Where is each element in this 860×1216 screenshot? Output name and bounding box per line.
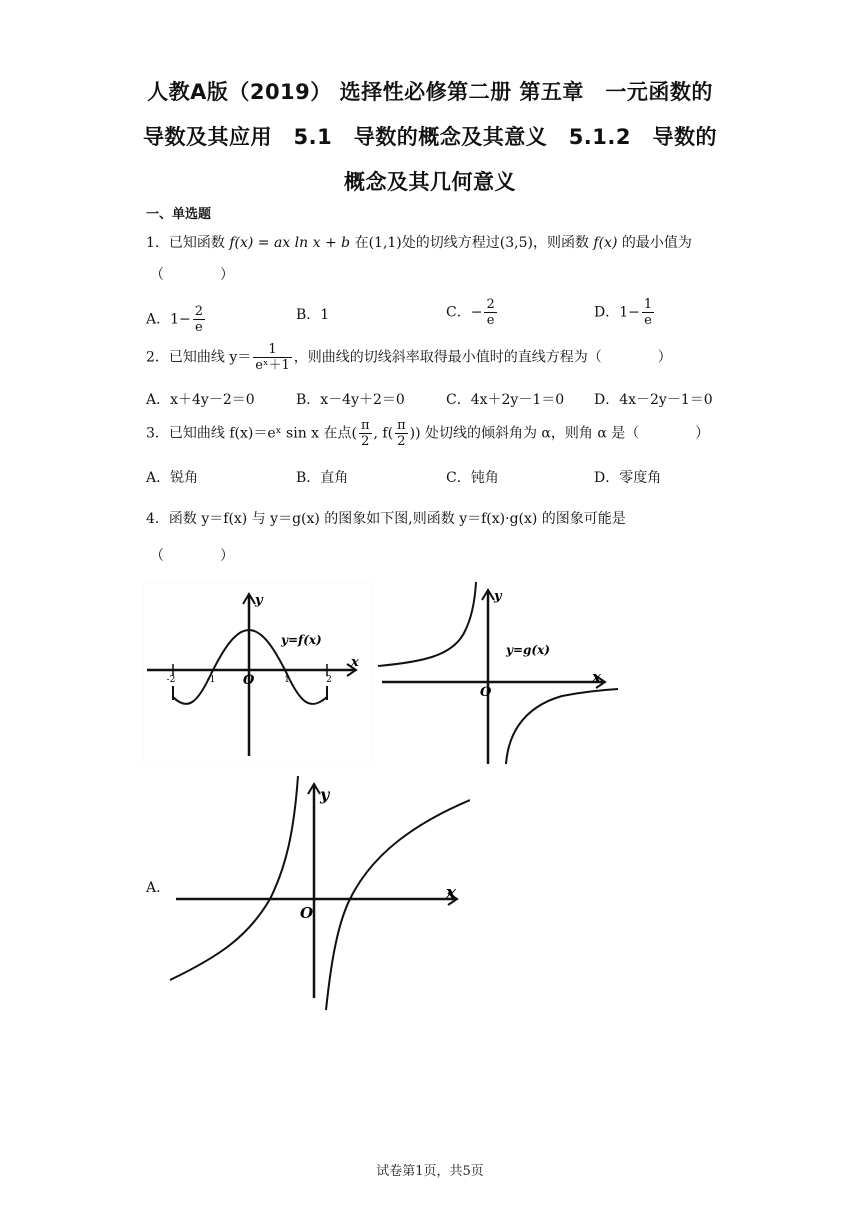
q3-text-a: 3．已知曲线 f(x)＝eˣ sin x 在点( <box>146 425 357 442</box>
y-label: y <box>255 593 263 608</box>
q3-option-c[interactable]: C．钝角 <box>446 470 499 486</box>
q2-option-c[interactable]: C．4x＋2y－1＝0 <box>446 392 565 408</box>
origin-label: O <box>300 904 314 922</box>
q2-text-a: 2．已知曲线 y＝ <box>146 349 252 366</box>
curve-g-right <box>506 689 618 764</box>
q1-text-b: 在(1,1)处的切线方程过(3,5)，则函数 <box>350 235 594 251</box>
q3-text-b: )) 处切线的倾斜角为 α，则角 α 是（ ） <box>409 425 710 442</box>
x-label: x <box>446 883 457 903</box>
curve-label: y=g(x) <box>506 643 550 657</box>
x-label: x <box>592 668 601 686</box>
q1-text-a: 1．已知函数 <box>146 235 230 251</box>
section-heading: 一、单选题 <box>146 207 212 222</box>
q2-den: eˣ＋1 <box>255 358 290 373</box>
q3-option-b[interactable]: B．直角 <box>296 470 349 486</box>
tick-label: 2 <box>326 675 332 685</box>
q1-option-a[interactable]: A．1− $\frac{2}{e}$ <box>146 304 204 335</box>
graph-option-a[interactable] <box>168 772 470 1012</box>
q4-paren: （ ） <box>150 548 234 564</box>
q3-option-a[interactable]: A．锐角 <box>146 470 199 486</box>
origin-label: O <box>243 673 255 688</box>
q2-num: 1 <box>253 342 291 358</box>
graph-g <box>372 578 622 768</box>
curve-a-left <box>170 776 298 980</box>
q2-option-d[interactable]: D．4x－2y－1＝0 <box>594 392 713 408</box>
tick-label: -1 <box>206 675 216 685</box>
curve-label: y=f(x) <box>281 633 322 647</box>
curve-g-left <box>378 582 476 666</box>
q3-option-d[interactable]: D．零度角 <box>594 470 662 486</box>
document-title <box>120 70 740 205</box>
q1-options <box>146 297 726 335</box>
q1-formula: f(x) = ax ln x + b <box>229 235 351 251</box>
tick-label: 1 <box>284 675 290 685</box>
question-4: 4．函数 y＝f(x) 与 y＝g(x) 的图象如下图,则函数 y＝f(x)·g(x) 的图象可能是 <box>146 511 626 527</box>
q1-option-c[interactable]: C．− $\frac{2}{e}$ <box>446 297 495 328</box>
q1-fx: f(x) <box>593 235 618 251</box>
y-label: y <box>494 589 502 604</box>
question-2 <box>146 342 672 373</box>
question-1 <box>146 232 692 252</box>
question-3: 3．已知曲线 f(x)＝eˣ sin x 在点( $\frac{\pi}{2}$ , f( $\frac{\pi}{2}$ )) 处切线的倾斜角为 α，则角 α 是（ ） <box>146 418 710 449</box>
q2-options <box>146 389 726 409</box>
q1-text-c: 的最小值为 <box>617 235 692 251</box>
x-label: x <box>351 655 359 670</box>
y-label: y <box>320 785 330 804</box>
title-line-1: 人教A版（2019） 选择性必修第二册 第五章 一元函数的 <box>147 80 713 104</box>
title-line-3: 概念及其几何意义 <box>344 170 516 194</box>
graph-f <box>143 582 373 764</box>
q1-option-d[interactable]: D．1− $\frac{1}{e}$ <box>594 297 653 328</box>
q3-options <box>146 467 726 487</box>
origin-label: O <box>480 685 492 700</box>
page-footer: 试卷第1页，共5页 <box>376 1164 484 1179</box>
q2-option-a[interactable]: A．x＋4y－2＝0 <box>146 392 255 408</box>
q1-paren: （ ） <box>150 267 234 283</box>
q4-option-a-label[interactable]: A. <box>146 880 161 896</box>
title-line-2: 导数及其应用 5.1 导数的概念及其意义 5.1.2 导数的 <box>143 125 717 149</box>
q2-text-b: ，则曲线的切线斜率取得最小值时的直线方程为（ ） <box>293 349 672 366</box>
q2-option-b[interactable]: B．x－4y＋2＝0 <box>296 392 405 408</box>
tick-label: -2 <box>166 675 176 685</box>
q1-option-b[interactable]: B．1 <box>296 307 330 323</box>
